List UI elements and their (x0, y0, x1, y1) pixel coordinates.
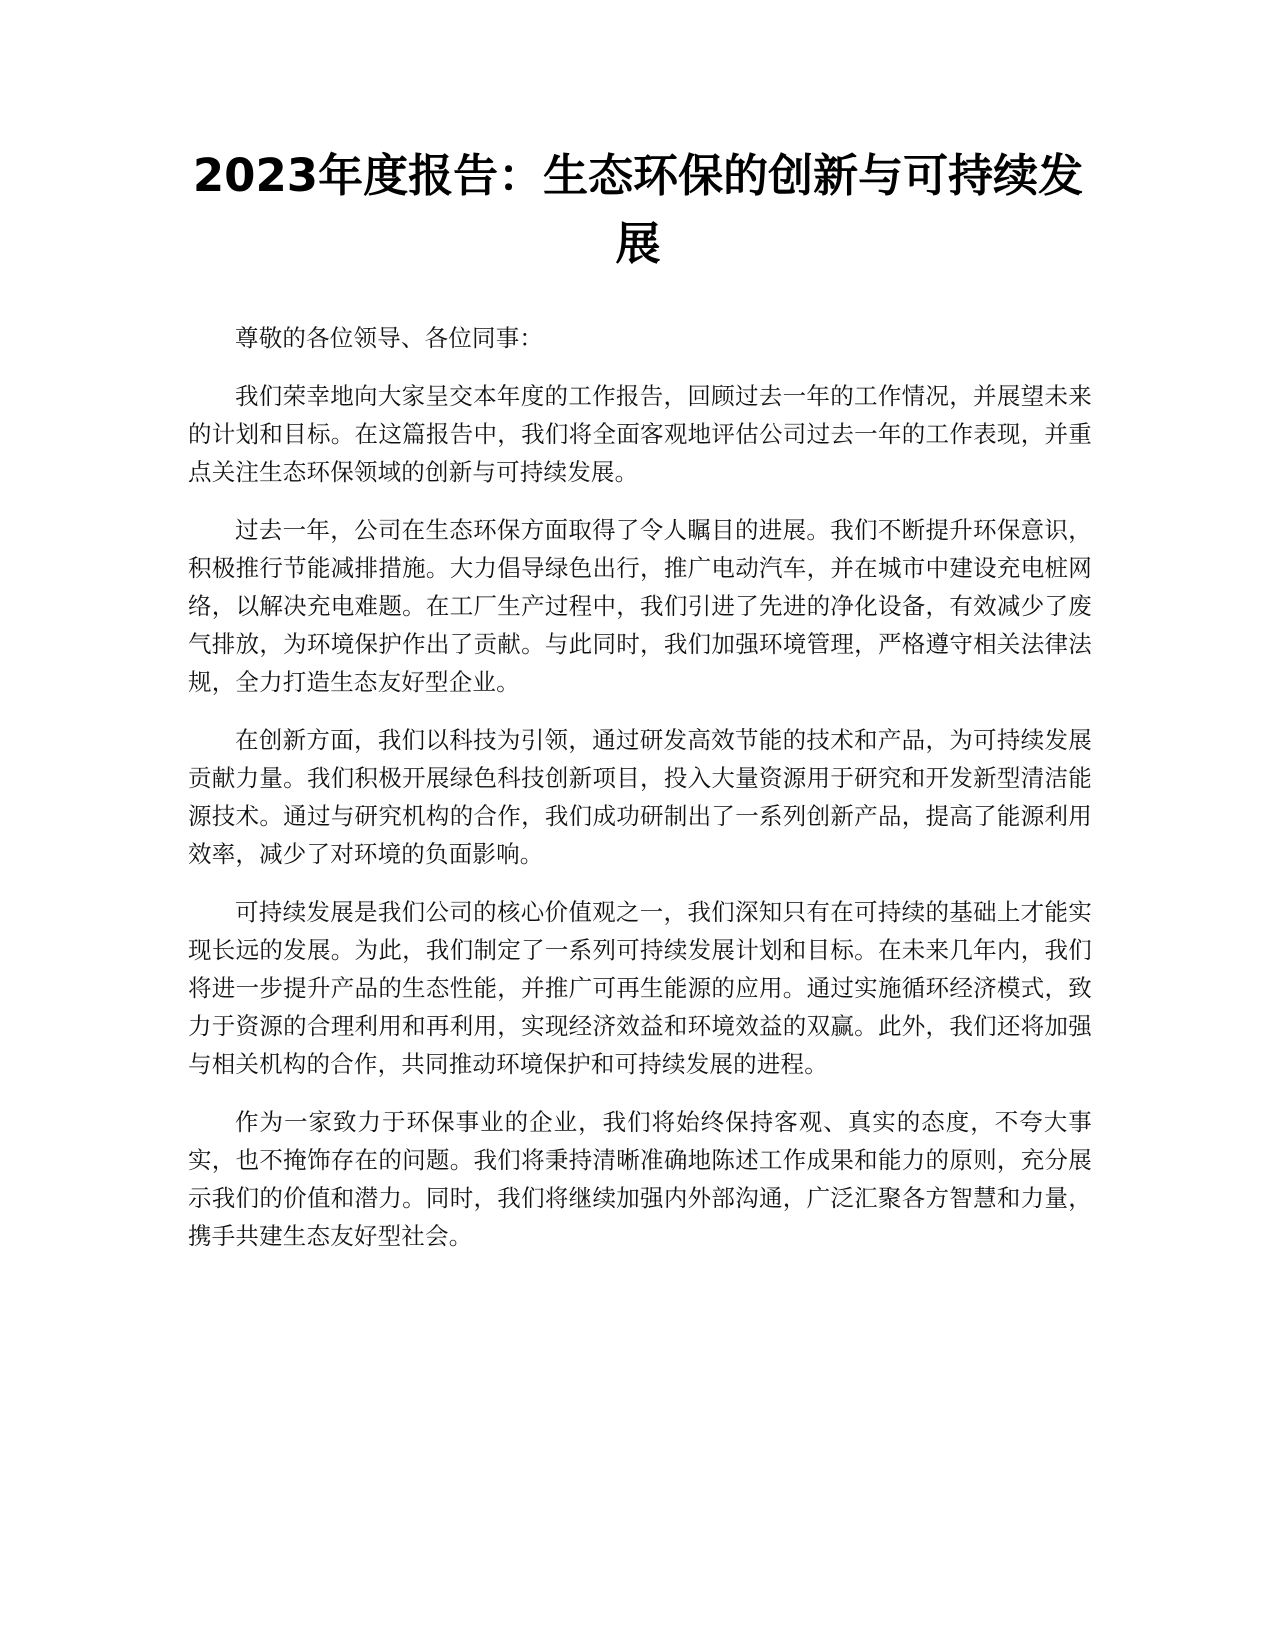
commitment-paragraph: 作为一家致力于环保事业的企业，我们将始终保持客观、真实的态度，不夸大事实，也不掩饰存在的问题。我们将秉持清晰准确地陈述工作成果和能力的原则，充分展示我们的价值和潜力。同时，我们将继续加强内外部沟通，广泛汇聚各方智慧和力量，携手共建生态友好型社会。 (188, 1108, 1092, 1250)
sustainability-paragraph: 可持续发展是我们公司的核心价值观之一，我们深知只有在可持续的基础上才能实现长远的发展。为此，我们制定了一系列可持续发展计划和目标。在未来几年内，我们将进一步提升产品的生态性能，并推广可再生能源的应用。通过实施循环经济模式，致力于资源的合理利用和再利用，实现经济效益和环境效益的双赢。此外，我们还将加强与相关机构的合作，共同推动环境保护和可持续发展的进程。 (188, 898, 1092, 1078)
document-title: 2023年度报告：生态环保的创新与可持续发展 (192, 149, 1084, 270)
progress-paragraph: 过去一年，公司在生态环保方面取得了令人瞩目的进展。我们不断提升环保意识，积极推行节能减排措施。大力倡导绿色出行，推广电动汽车，并在城市中建设充电桩网络，以解决充电难题。在工厂生产过程中，我们引进了先进的净化设备，有效减少了废气排放，为环境保护作出了贡献。与此同时，我们加强环境管理，严格遵守相关法律法规，全力打造生态友好型企业。 (188, 516, 1092, 696)
innovation-paragraph: 在创新方面，我们以科技为引领，通过研发高效节能的技术和产品，为可持续发展贡献力量。我们积极开展绿色科技创新项目，投入大量资源用于研究和开发新型清洁能源技术。通过与研究机构的合作，我们成功研制出了一系列创新产品，提高了能源利用效率，减少了对环境的负面影响。 (188, 726, 1092, 868)
intro-paragraph: 我们荣幸地向大家呈交本年度的工作报告，回顾过去一年的工作情况，并展望未来的计划和目标。在这篇报告中，我们将全面客观地评估公司过去一年的工作表现，并重点关注生态环保领域的创新与可持续发展。 (188, 382, 1092, 486)
salutation-paragraph: 尊敬的各位领导、各位同事： (235, 324, 544, 352)
document-body (188, 319, 1092, 1275)
